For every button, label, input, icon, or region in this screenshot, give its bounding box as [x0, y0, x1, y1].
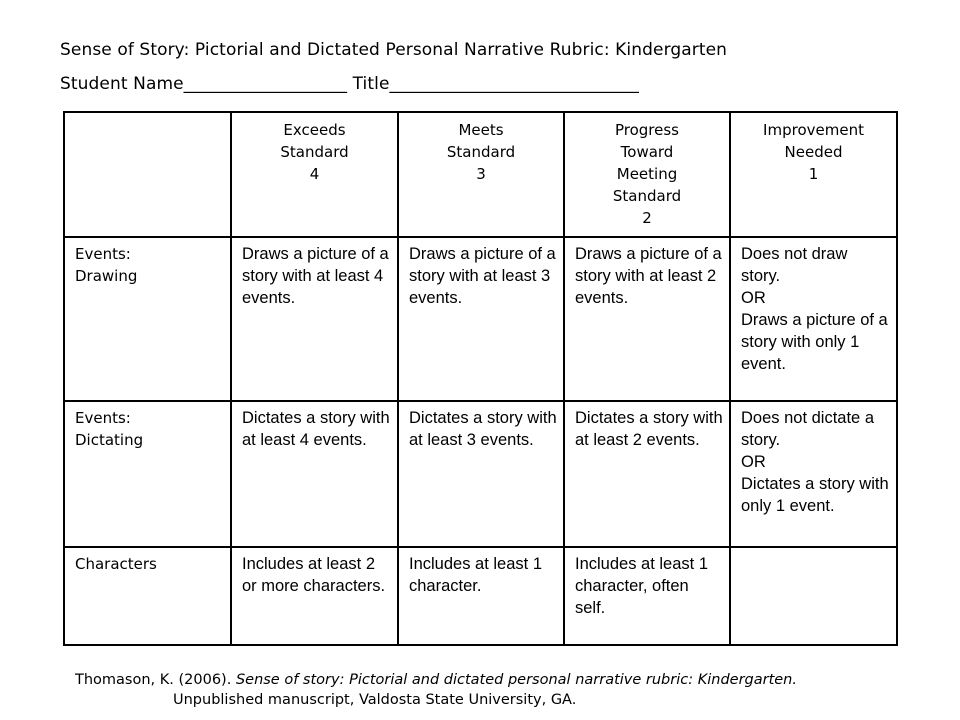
cell-text: Includes at least 1 character, often self. — [575, 555, 708, 617]
row-label: Events: Drawing — [75, 245, 138, 285]
rubric-cell — [231, 237, 398, 401]
student-name-title-line: Student Name___________________ Title_____________________________ — [60, 74, 639, 94]
row-label-cell — [64, 547, 231, 645]
rubric-table — [63, 111, 898, 646]
cell-text: Draws a picture of a story with at least 3 events. — [409, 245, 556, 307]
cell-text: Includes at least 1 character. — [409, 555, 542, 595]
citation-title: Sense of story: Pictorial and dictated personal narrative rubric: Kindergarten. — [235, 672, 797, 688]
header-label: Meets Standard 3 — [446, 121, 516, 183]
cell-text: Dictates a story with at least 2 events. — [575, 409, 723, 449]
cell-text: Draws a picture of a story with at least 4 events. — [242, 245, 389, 307]
header-label: Improvement Needed 1 — [763, 121, 864, 183]
citation-author: Thomason, K. (2006). — [75, 672, 236, 688]
citation-publisher: Unpublished manuscript, Valdosta State University, GA. — [173, 692, 577, 708]
rubric-cell — [730, 237, 897, 401]
table-row-characters — [64, 547, 897, 645]
row-label-cell — [64, 401, 231, 547]
rubric-cell — [398, 547, 564, 645]
cell-text: Does not draw story. OR Draws a picture of a story with only 1 event. — [741, 245, 888, 373]
cell-text: Dictates a story with at least 4 events. — [242, 409, 390, 449]
rubric-cell — [231, 547, 398, 645]
row-label-cell — [64, 237, 231, 401]
header-label: Progress Toward Meeting Standard 2 — [612, 121, 682, 227]
rubric-cell — [398, 237, 564, 401]
header-row — [64, 112, 897, 237]
header-cell-exceeds — [231, 112, 398, 237]
table-row-dictating — [64, 401, 897, 547]
header-cell-meets — [398, 112, 564, 237]
row-label: Events: Dictating — [75, 409, 144, 449]
rubric-cell-empty — [730, 547, 897, 645]
cell-text: Dictates a story with at least 3 events. — [409, 409, 557, 449]
rubric-cell — [398, 401, 564, 547]
rubric-cell — [564, 401, 730, 547]
citation — [75, 670, 797, 710]
rubric-cell — [564, 547, 730, 645]
table-row-drawing — [64, 237, 897, 401]
cell-text: Includes at least 2 or more characters. — [242, 555, 386, 595]
rubric-cell — [231, 401, 398, 547]
rubric-title: Sense of Story: Pictorial and Dictated Personal Narrative Rubric: Kindergarten — [60, 40, 728, 60]
cell-text: Does not dictate a story. OR Dictates a story with only 1 event. — [741, 409, 889, 515]
header-cell-blank — [64, 112, 231, 237]
row-label: Characters — [75, 555, 157, 573]
header-label: Exceeds Standard 4 — [280, 121, 349, 183]
rubric-cell — [730, 401, 897, 547]
header-cell-progress — [564, 112, 730, 237]
header-cell-improvement — [730, 112, 897, 237]
rubric-cell — [564, 237, 730, 401]
cell-text: Draws a picture of a story with at least 2 events. — [575, 245, 722, 307]
